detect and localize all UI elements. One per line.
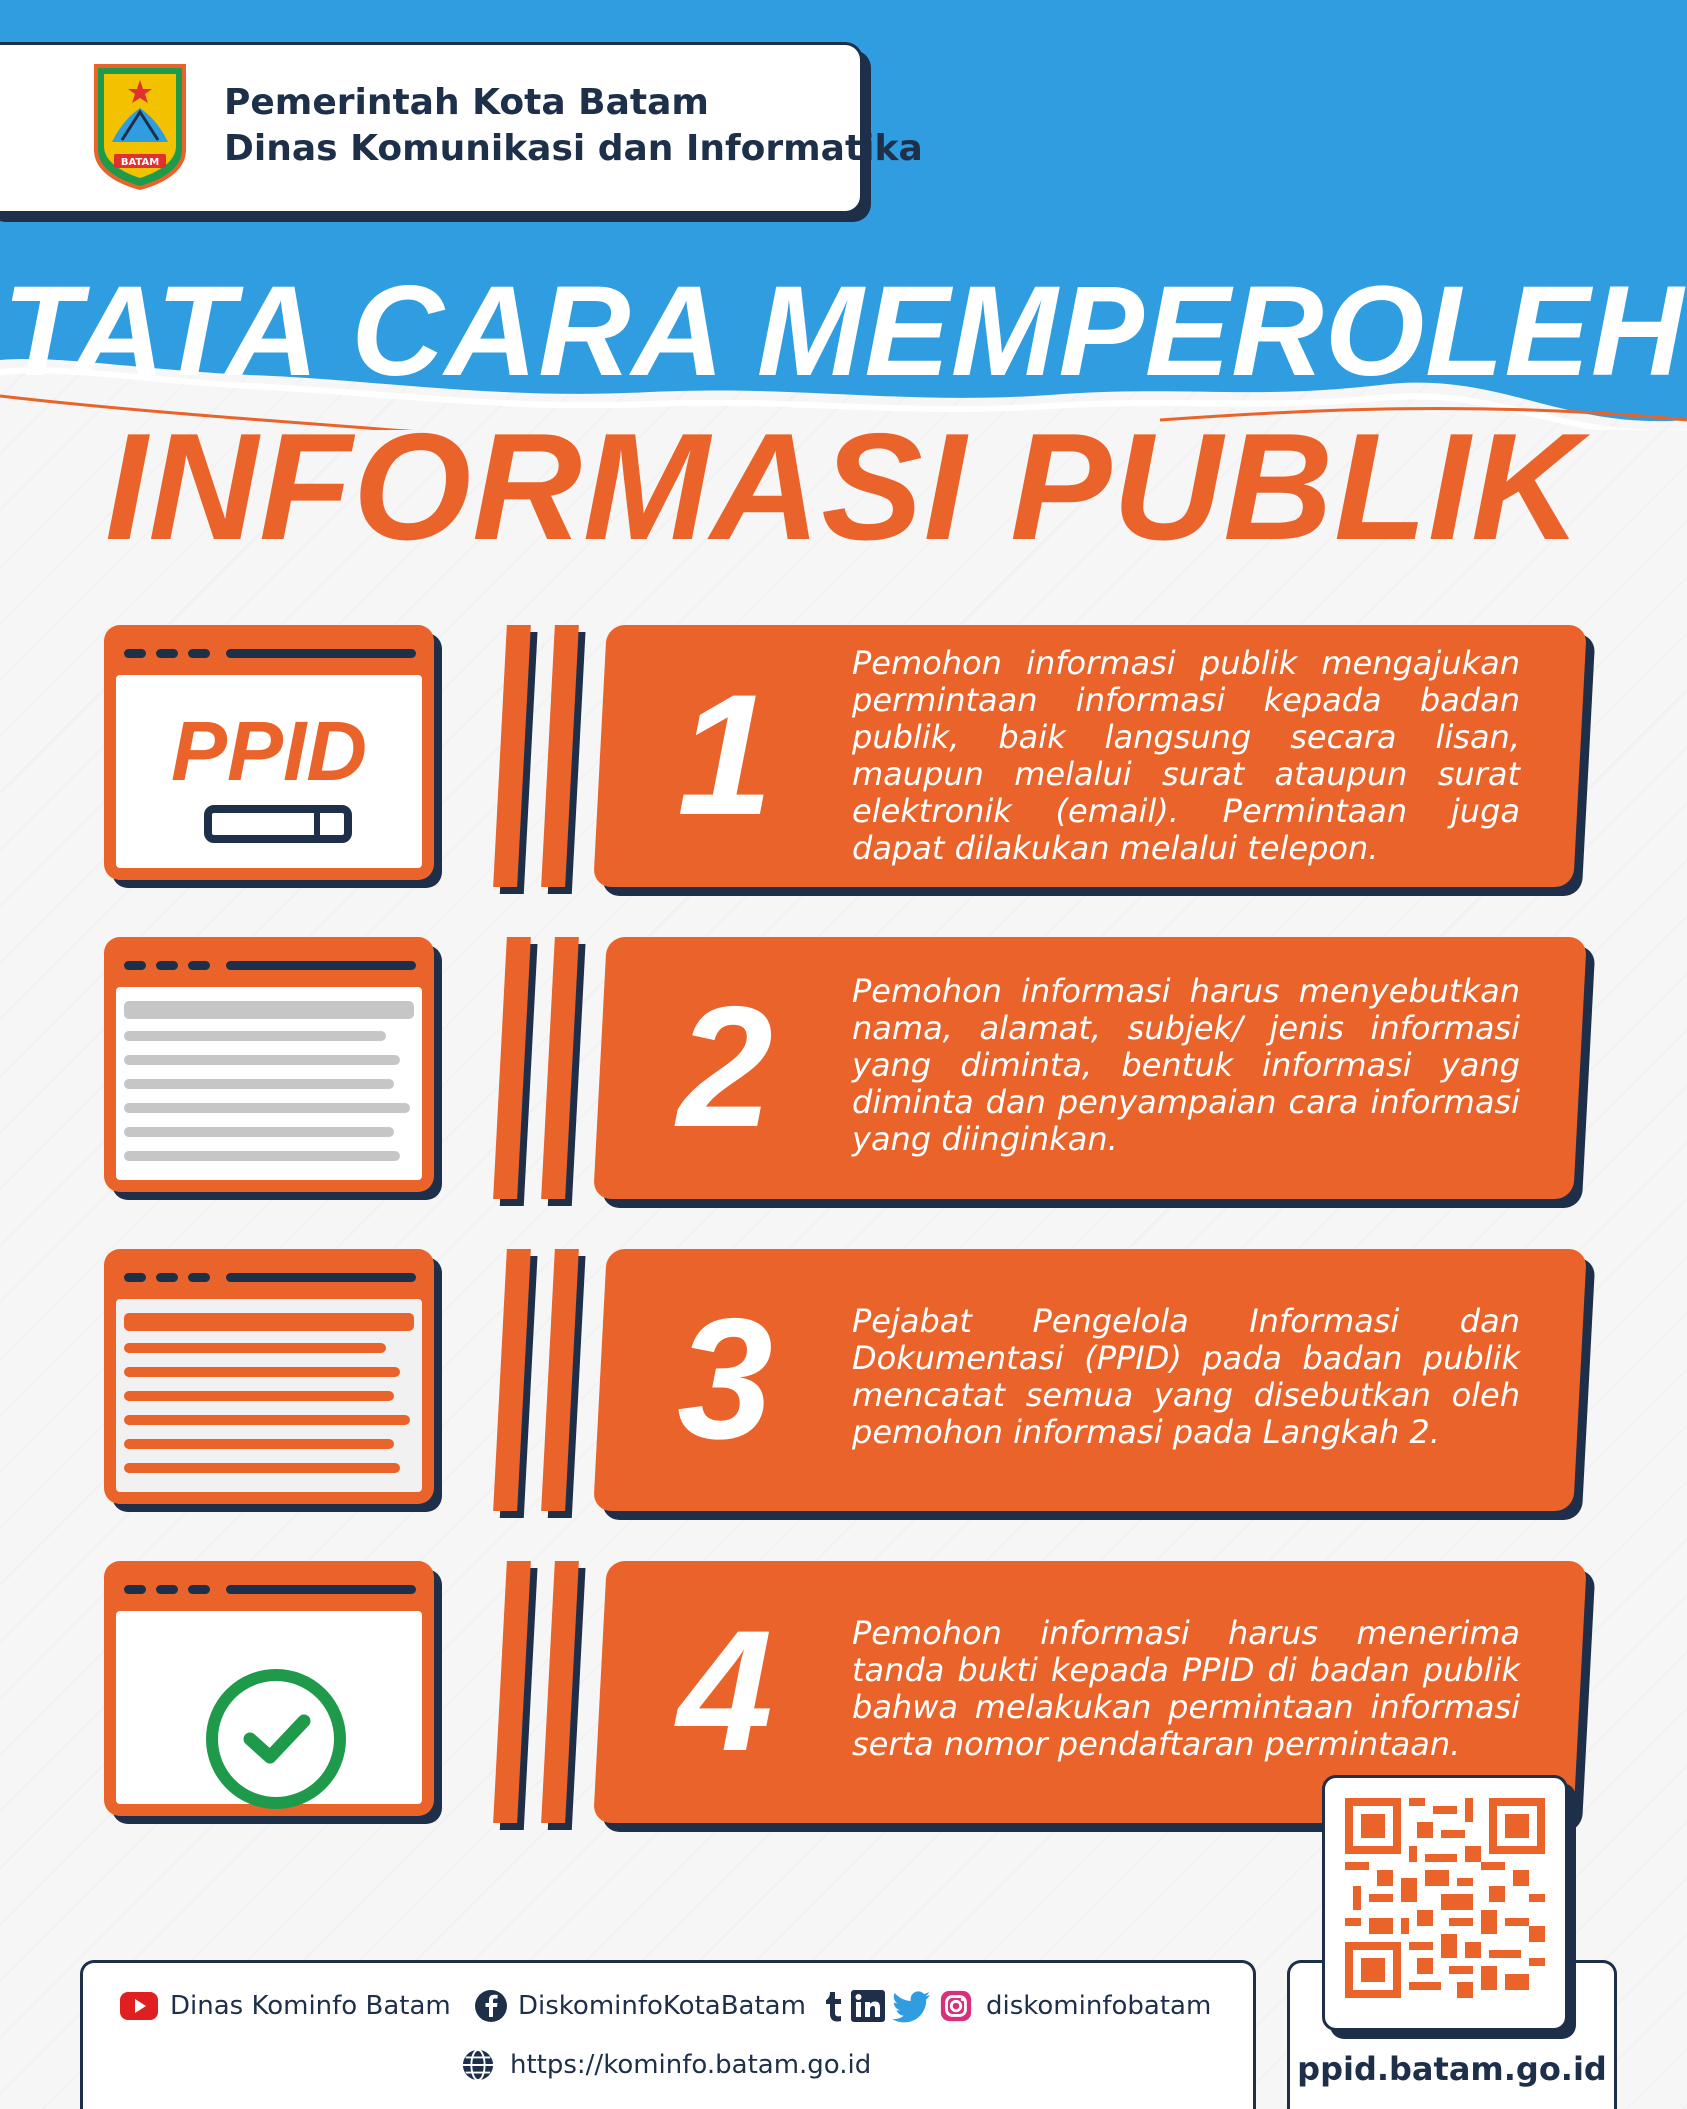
facebook-page-label: DiskominfoKotaBatam [518,1991,806,2021]
svg-text:BATAM: BATAM [120,157,160,168]
facebook-link[interactable] [474,1986,806,2026]
step-3 [0,1249,1687,1529]
stripe-decoration [493,1561,531,1823]
search-bar-icon [204,805,352,843]
stripe-decoration [541,625,579,887]
step-number: 4 [677,1595,773,1787]
website-link[interactable] [460,2044,871,2086]
step-number: 3 [677,1283,773,1475]
footer-social-card [80,1960,1256,2109]
ppid-url[interactable]: ppid.batam.go.id [1297,2050,1607,2088]
ppid-label: PPID [170,704,368,798]
twitter-icon[interactable] [892,1989,932,2023]
stripe-decoration [541,1561,579,1823]
step-description: Pemohon informasi harus menerima tanda bukti kepada PPID di badan publik bahwa melakukan permintaan informasi serta nomor pendaftaran permintaan. [852,1614,1520,1763]
youtube-channel-label: Dinas Kominfo Batam [170,1991,451,2021]
step-description: Pemohon informasi publik mengajukan permintaan informasi kepada badan publik, baik langsung secara lisan, maupun melalui surat ataupun surat elektronik (email). Permintaan juga dapat dilakukan melalui telepon. [852,644,1520,867]
org-name-line-1: Pemerintah Kota Batam [224,82,709,123]
facebook-icon [474,1989,508,2023]
youtube-icon [118,1989,160,2023]
step-description: Pejabat Pengelola Informasi dan Dokumentasi (PPID) pada badan publik mencatat semua yang disebutkan oleh pemohon informasi pada Langkah 2. [852,1302,1520,1451]
step-1 [0,625,1687,905]
check-window-icon [104,1561,434,1816]
website-url: https://kominfo.batam.go.id [510,2050,872,2080]
step-number: 1 [677,659,773,851]
ppid-window-icon [104,625,434,880]
linkedin-icon[interactable] [850,1989,886,2023]
qr-code-icon[interactable] [1345,1798,1545,1998]
social-links-group [822,1986,1211,2026]
instagram-icon[interactable] [938,1989,974,2023]
checkmark-icon [242,1711,312,1767]
youtube-link[interactable] [118,1986,451,2026]
grey-form-window-icon [104,937,434,1192]
step-number: 2 [677,971,773,1163]
stripe-decoration [493,937,531,1199]
step-description: Pemohon informasi harus menyebutkan nama, alamat, subjek/ jenis informasi yang diminta, bentuk informasi yang diminta dan penyampaian cara informasi yang diinginkan. [852,972,1520,1158]
step-2 [0,937,1687,1217]
page-title-line-1: TATA CARA MEMPEROLEH [2,260,1685,403]
batam-logo-icon [92,62,188,190]
qr-code-card [1322,1775,1568,2031]
stripe-decoration [493,625,531,887]
page-title-line-2: INFORMASI PUBLIK [105,402,1582,572]
stripe-decoration [493,1249,531,1511]
orange-form-window-icon [104,1249,434,1504]
org-name-line-2: Dinas Komunikasi dan Informatika [224,128,923,169]
tumblr-icon[interactable] [822,1989,844,2023]
globe-icon [460,2048,496,2082]
stripe-decoration [541,937,579,1199]
instagram-handle-label: diskominfobatam [986,1991,1212,2021]
stripe-decoration [541,1249,579,1511]
